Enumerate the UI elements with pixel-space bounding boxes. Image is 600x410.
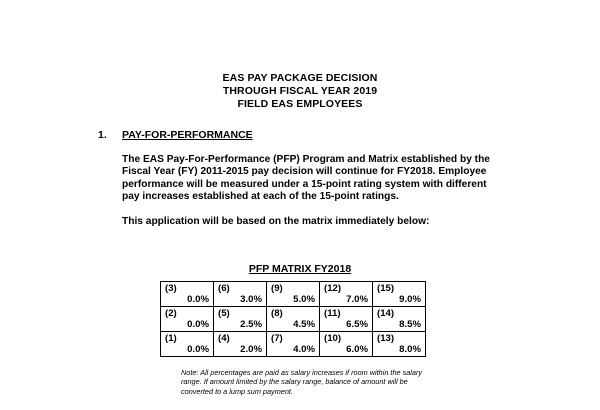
matrix-cell: [214, 332, 267, 357]
rating-code: (15): [377, 283, 395, 294]
section-title: PAY-FOR-PERFORMANCE: [122, 129, 253, 141]
increase-percent: 9.0%: [399, 294, 421, 305]
increase-percent: 2.0%: [240, 344, 262, 355]
rating-code: (3): [165, 283, 177, 294]
matrix-cell: [161, 282, 214, 307]
rating-code: (13): [377, 333, 395, 344]
doc-title-line-1: EAS PAY PACKAGE DECISION: [222, 72, 378, 84]
matrix-cell: [373, 332, 426, 357]
section-number: 1.: [98, 129, 107, 141]
increase-percent: 0.0%: [187, 319, 209, 330]
matrix-cell: [320, 332, 373, 357]
matrix-cell: [320, 282, 373, 307]
increase-percent: 5.0%: [293, 294, 315, 305]
matrix-row: [161, 307, 426, 332]
rating-code: (5): [218, 308, 230, 319]
increase-percent: 0.0%: [187, 344, 209, 355]
matrix-cell: [161, 307, 214, 332]
rating-code: (14): [377, 308, 395, 319]
matrix-title: PFP MATRIX FY2018: [248, 263, 352, 275]
matrix-row: [161, 332, 426, 357]
matrix-note: Note: All percentages are paid as salary increases if room within the salary range. If amount limited by the salary range, balance of amount will be converted to a lump sum payment.: [181, 368, 423, 396]
matrix-cell: [267, 332, 320, 357]
matrix-cell: [161, 332, 214, 357]
increase-percent: 8.5%: [399, 319, 421, 330]
matrix-cell: [267, 282, 320, 307]
matrix-row: [161, 282, 426, 307]
rating-code: (10): [324, 333, 342, 344]
doc-title-line-3: FIELD EAS EMPLOYEES: [237, 98, 363, 110]
increase-percent: 4.0%: [293, 344, 315, 355]
rating-code: (4): [218, 333, 230, 344]
rating-code: (8): [271, 308, 283, 319]
matrix-cell: [214, 307, 267, 332]
increase-percent: 4.5%: [293, 319, 315, 330]
rating-code: (6): [218, 283, 230, 294]
matrix-cell: [320, 307, 373, 332]
increase-percent: 7.0%: [346, 294, 368, 305]
doc-title-line-2: THROUGH FISCAL YEAR 2019: [222, 85, 378, 97]
pfp-matrix-table: [160, 281, 426, 357]
rating-code: (2): [165, 308, 177, 319]
rating-code: (11): [324, 308, 341, 319]
increase-percent: 6.5%: [346, 319, 368, 330]
increase-percent: 2.5%: [240, 319, 262, 330]
increase-percent: 0.0%: [187, 294, 209, 305]
matrix-cell: [373, 282, 426, 307]
rating-code: (1): [165, 333, 177, 344]
rating-code: (7): [271, 333, 283, 344]
matrix-cell: [267, 307, 320, 332]
rating-code: (12): [324, 283, 342, 294]
section-paragraph-1: The EAS Pay-For-Performance (PFP) Program and Matrix established by the Fiscal Year (FY) 2011-2015 pay decision will continue for FY2018. Employee performance will be measured under a 15-point rating system with different pay increases established at each of the 15-point ratings.: [122, 154, 490, 203]
matrix-cell: [214, 282, 267, 307]
increase-percent: 6.0%: [346, 344, 368, 355]
increase-percent: 3.0%: [240, 294, 262, 305]
section-paragraph-2: This application will be based on the matrix immediately below:: [122, 216, 430, 227]
increase-percent: 8.0%: [399, 344, 421, 355]
matrix-cell: [373, 307, 426, 332]
rating-code: (9): [271, 283, 283, 294]
